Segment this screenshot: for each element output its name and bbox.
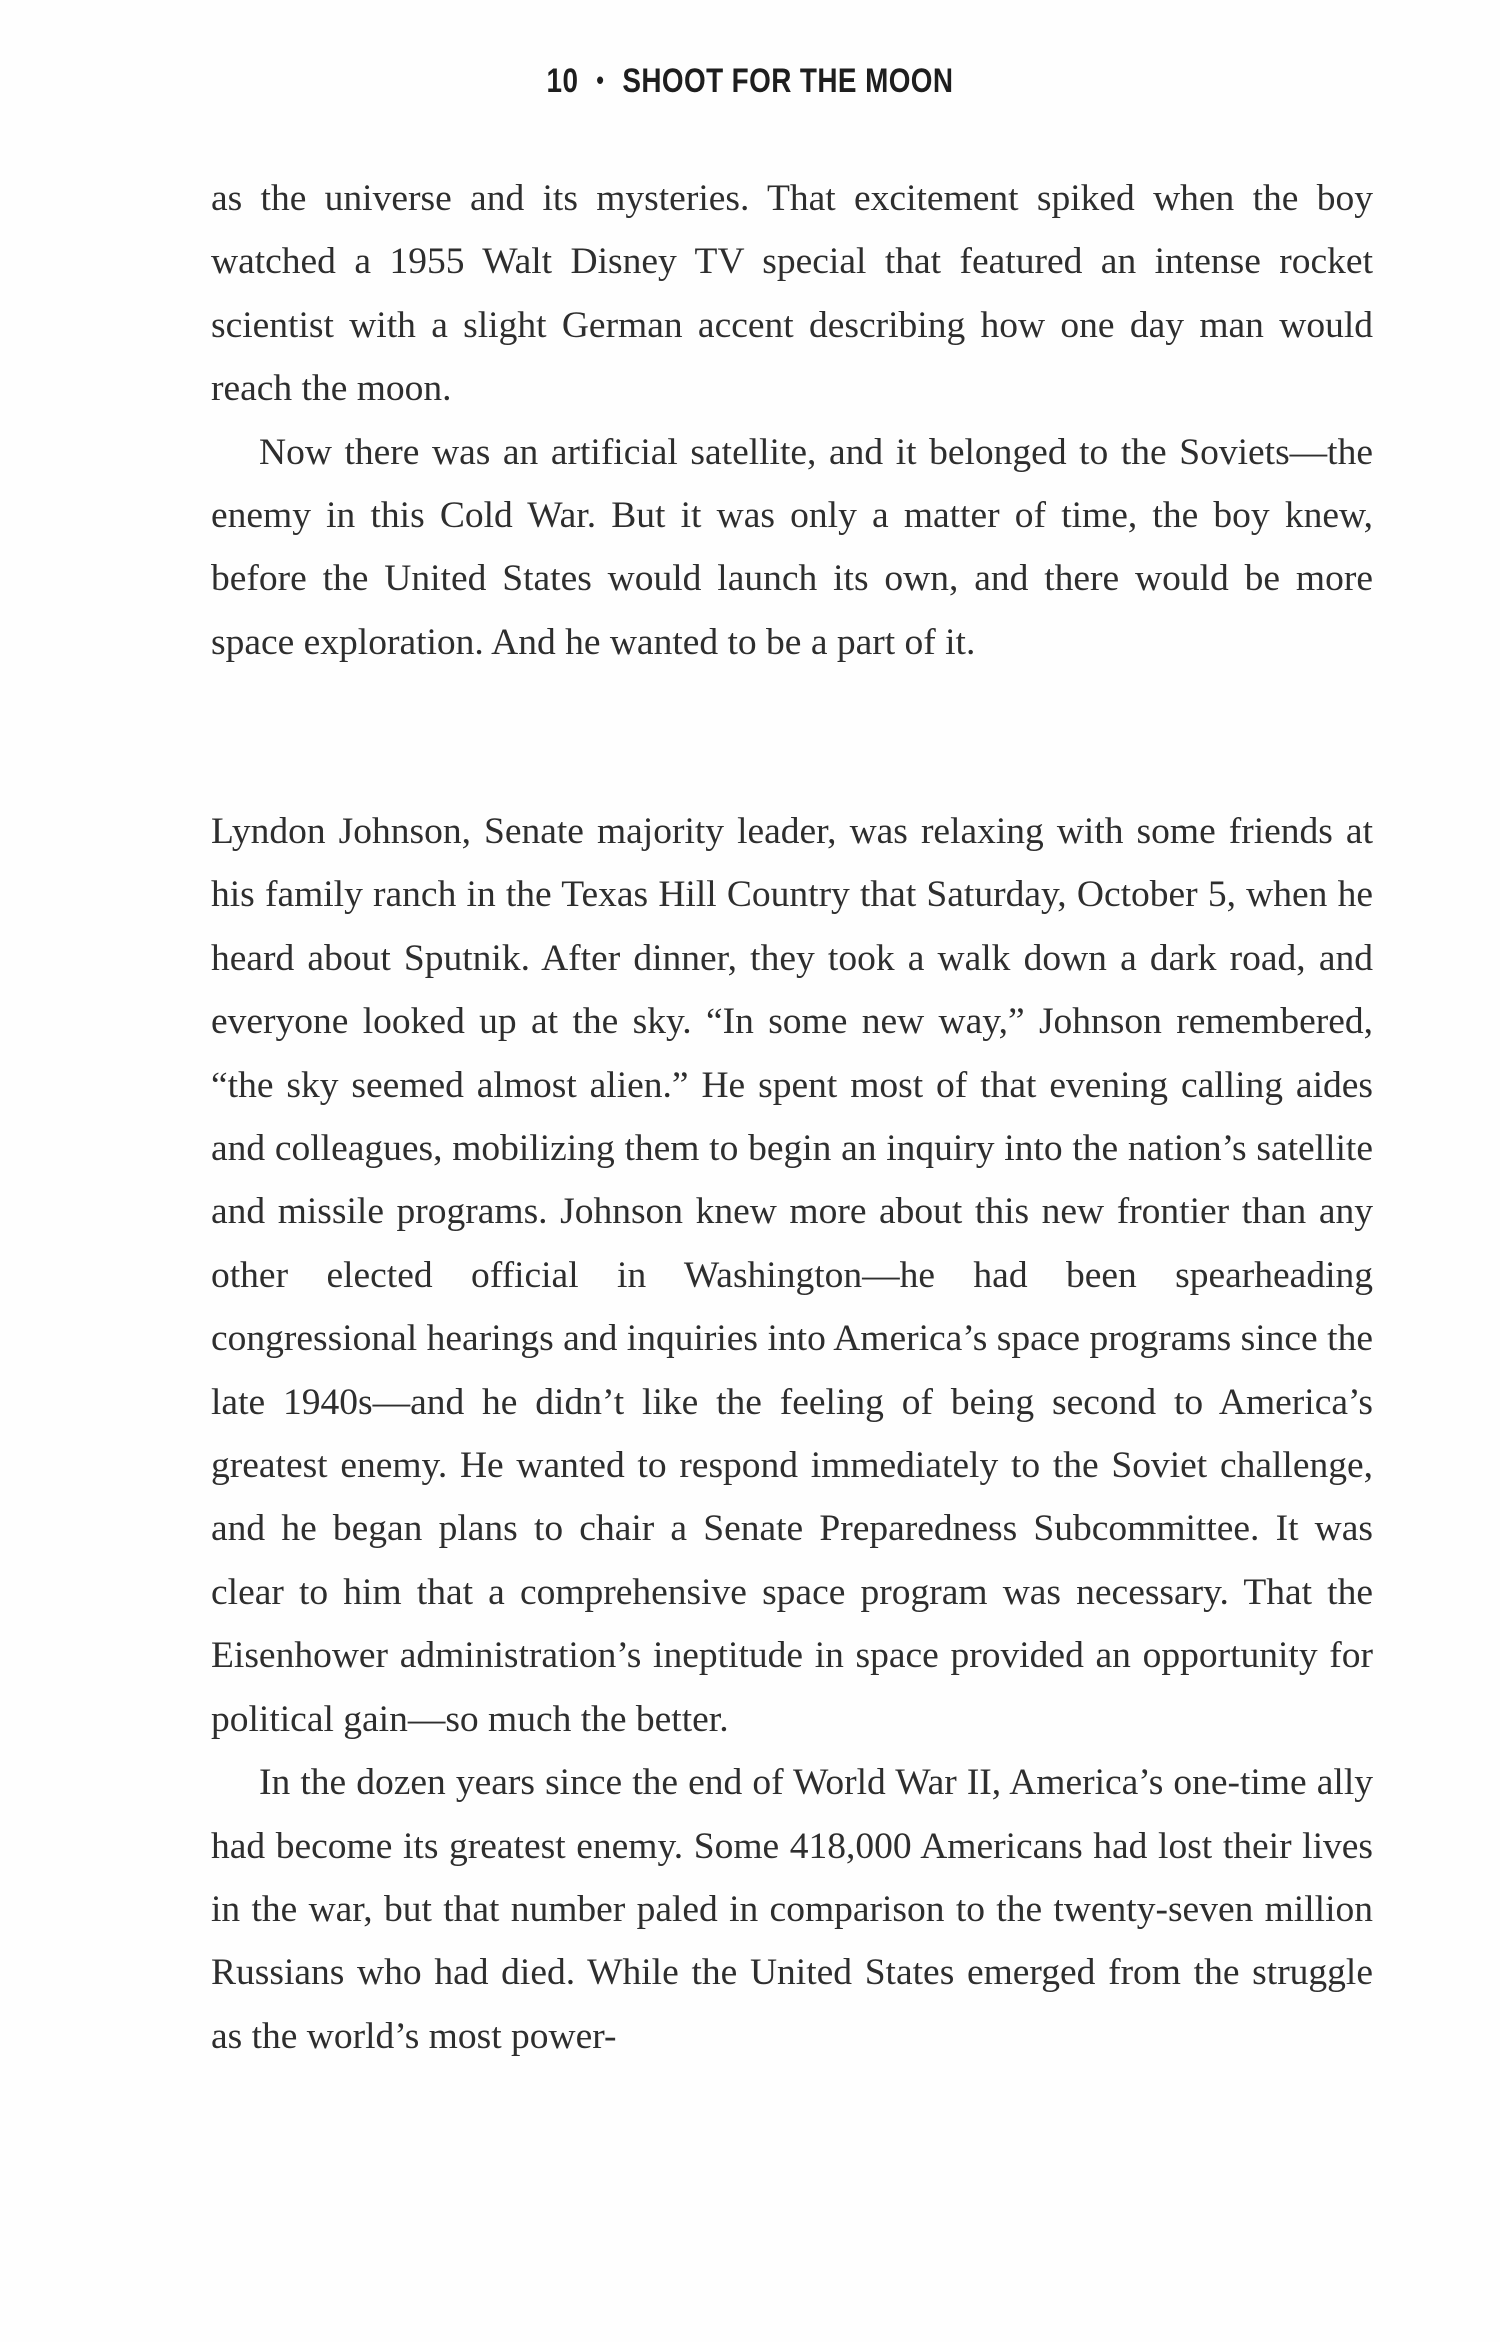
text-section-2 (211, 800, 1373, 2068)
text-section-1 (211, 167, 1373, 674)
paragraph-world-war: In the dozen years since the end of World War II, America’s one-time ally had become its greatest enemy. Some 418,000 Americans had lost their lives in the war, but that number paled in comparison to the twenty-seven million Russians who had died. While the United States emerged from the struggle as the world’s most power- (211, 1762, 1373, 2057)
paragraph-johnson: Lyndon Johnson, Senate majority leader, was relaxing with some friends at his family ranch in the Texas Hill Country that Saturday, October 5, when he heard about Sputnik. After dinner, they took a walk down a dark road, and everyone looked up at the sky. “In some new way,” Johnson remembered, “the sky seemed almost alien.” He spent most of that evening calling aides and colleagues, mobilizing them to begin an inquiry into the nation’s satellite and missile programs. Johnson knew more about this new frontier than any other elected official in Washington—he had been spearheading congressional hearings and inquiries into America’s space programs since the late 1940s—and he didn’t like the feeling of being second to America’s greatest enemy. He wanted to respond immediately to the Soviet challenge, and he began plans to chair a Senate Preparedness Subcommittee. It was clear to him that a comprehensive space program was necessary. That the Eisenhower administration’s ineptitude in space provided an opportunity for political gain—so much the better. (211, 811, 1373, 1740)
header-bullet: • (596, 65, 605, 95)
running-head (135, 62, 1365, 101)
book-title: SHOOT FOR THE MOON (622, 62, 954, 100)
paragraph-satellite: Now there was an artificial satellite, and it belonged to the Soviets—the enemy in this Cold War. But it was only a matter of time, the boy knew, before the United States would launch its own, and there would be more space exploration. And he wanted to be a part of it. (211, 431, 1373, 663)
paragraph-continued: as the universe and its mysteries. That excitement spiked when the boy watched a 1955 Walt Disney TV special that featured an intense rocket scientist with a slight German accent describing how one day man would reach the moon. (211, 178, 1373, 410)
page-number: 10 (546, 62, 579, 100)
